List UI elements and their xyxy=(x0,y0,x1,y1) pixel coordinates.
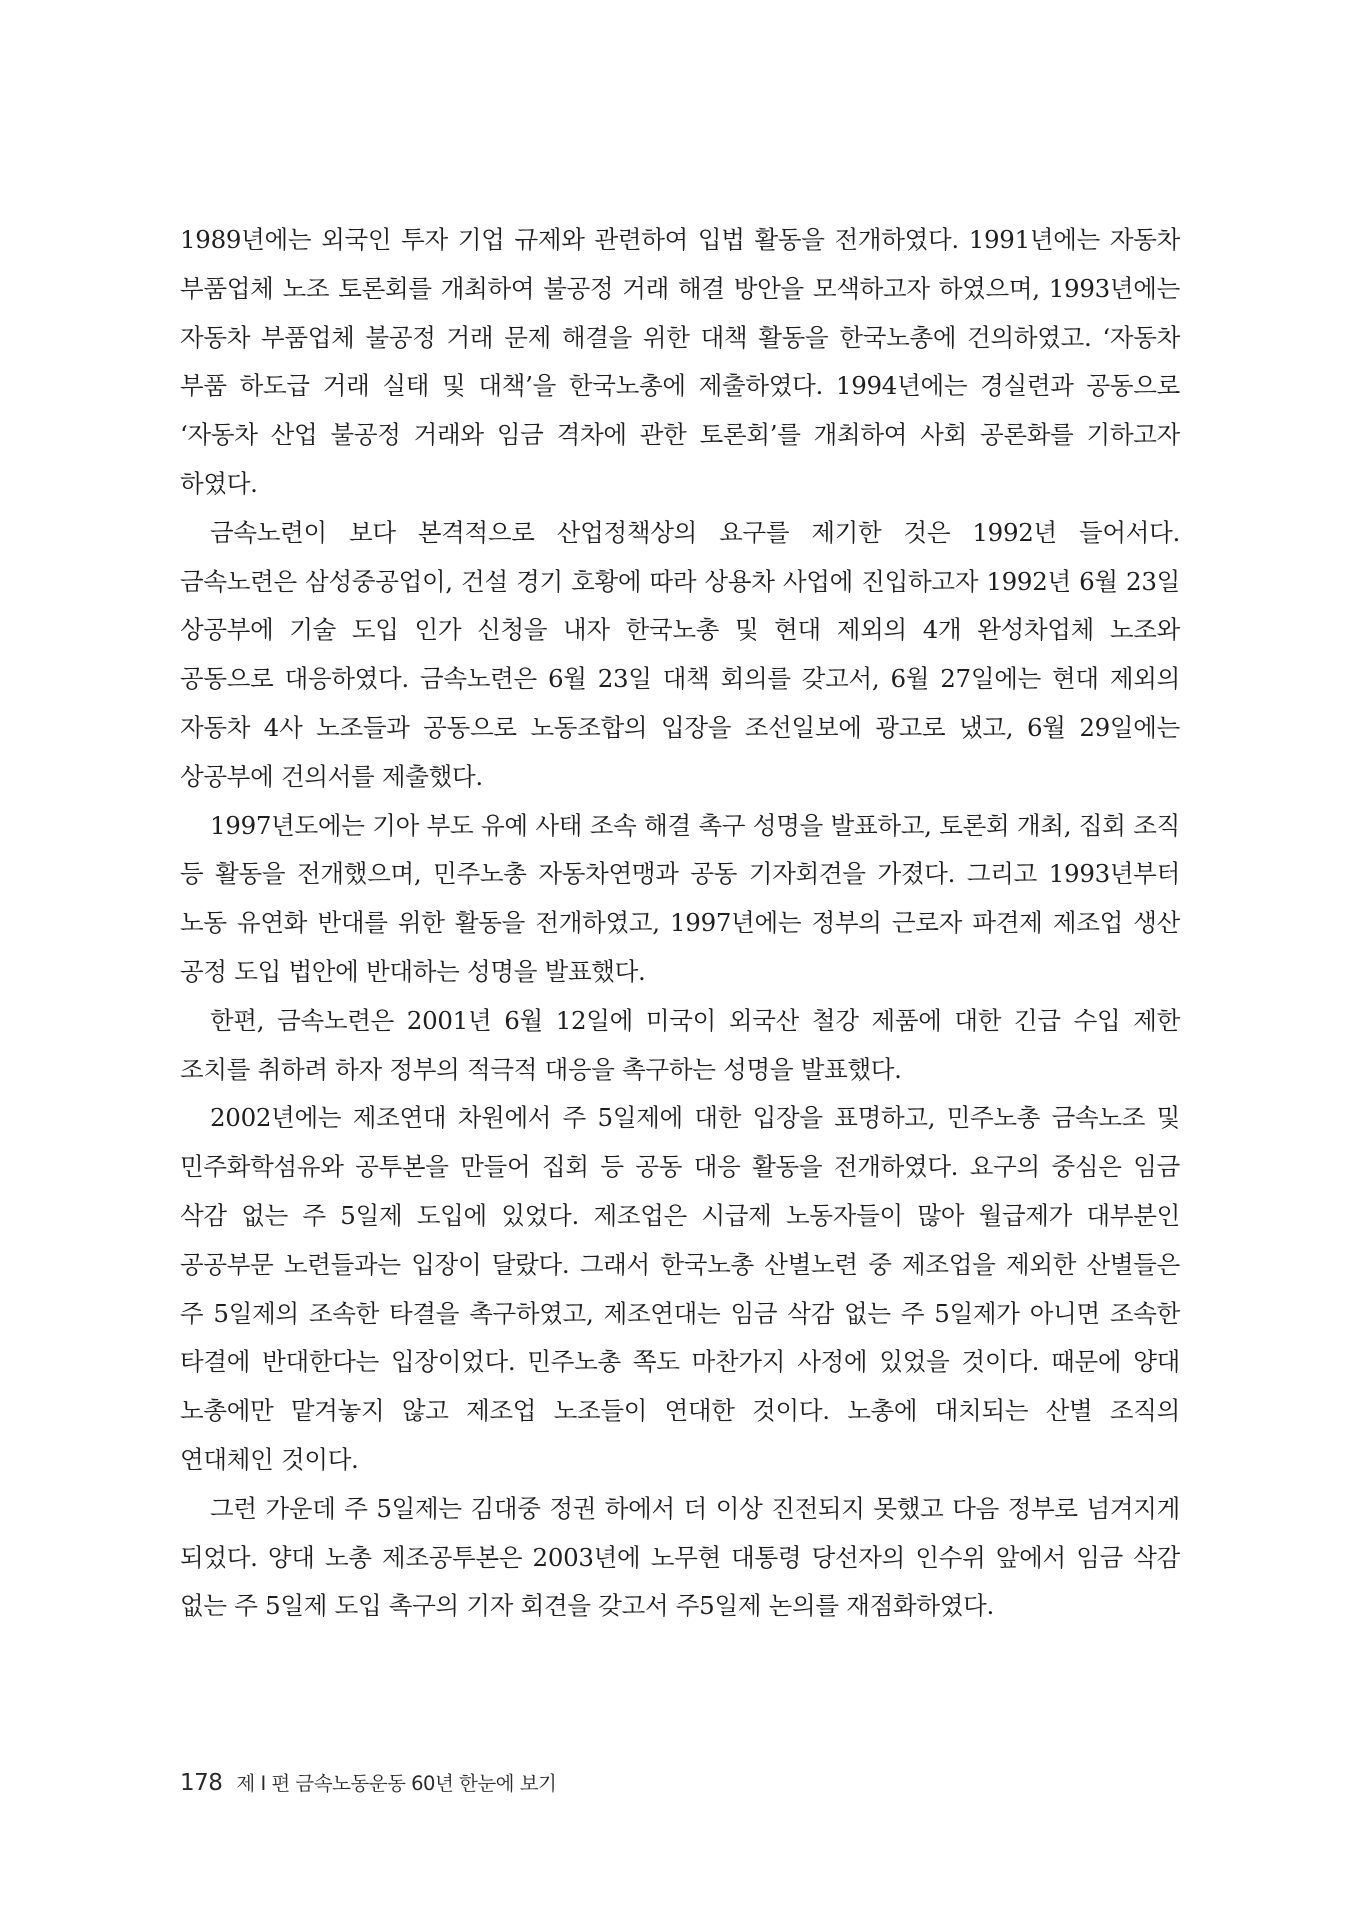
running-title: 제 I 편 금속노동운동 60년 한눈에 보기 xyxy=(236,1772,557,1795)
paragraph-2: 금속노련이 보다 본격적으로 산업정책상의 요구를 제기한 것은 1992년 들어서다. 금속노련은 삼성중공업이, 건설 경기 호황에 따라 상용차 사업에 진입하고자 1992년 6월 23일 상공부에 기술 도입 인가 신청을 내자 한국노총 및 현대 제외의 4개 완성차업체 노조와 공동으로 대응하였다. 금속노련은 6월 23일 대책 회의를 갖고서, 6월 27일에는 현대 제외의 자동차 4사 노조들과 공동으로 노동조합의 입장을 조선일보에 광고로 냈고, 6월 29일에는 상공부에 건의서를 제출했다. xyxy=(180,517,1180,791)
body-text xyxy=(180,216,1180,1631)
paragraph-5: 2002년에는 제조연대 차원에서 주 5일제에 대한 입장을 표명하고, 민주노총 금속노조 및 민주화학섬유와 공투본을 만들어 집회 등 공동 대응 활동을 전개하였다. 요구의 중심은 임금 삭감 없는 주 5일제 도입에 있었다. 제조업은 시급제 노동자들이 많아 월급제가 대부분인 공공부문 노련들과는 입장이 달랐다. 그래서 한국노총 산별노련 중 제조업을 제외한 산별들은 주 5일제의 조속한 타결을 촉구하였고, 제조연대는 임금 삭감 없는 주 5일제가 아니면 조속한 타결에 반대한다는 입장이었다. 민주노총 쪽도 마찬가지 사정에 있었을 것이다. 때문에 양대 노총에만 맡겨놓지 않고 제조업 노조들이 연대한 것이다. 노총에 대치되는 산별 조직의 연대체인 것이다. xyxy=(180,1103,1180,1474)
page-footer xyxy=(180,1768,556,1796)
paragraph-3: 1997년도에는 기아 부도 유예 사태 조속 해결 촉구 성명을 발표하고, 토론회 개최, 집회 조직 등 활동을 전개했으며, 민주노총 자동차연맹과 공동 기자회견을 가졌다. 그리고 1993년부터 노동 유연화 반대를 위한 활동을 전개하였고, 1997년에는 정부의 근로자 파견제 제조업 생산 공정 도입 법안에 반대하는 성명을 발표했다. xyxy=(180,810,1180,986)
page-number: 178 xyxy=(180,1770,223,1796)
paragraph-4: 한편, 금속노련은 2001년 6월 12일에 미국이 외국산 철강 제품에 대한 긴급 수입 제한 조치를 취하려 하자 정부의 적극적 대응을 촉구하는 성명을 발표했다. xyxy=(180,1005,1180,1084)
paragraph-1: 1989년에는 외국인 투자 기업 규제와 관련하여 입법 활동을 전개하였다. 1991년에는 자동차 부품업체 노조 토론회를 개최하여 불공정 거래 해결 방안을 모색하고자 하였으며, 1993년에는 자동차 부품업체 불공정 거래 문제 해결을 위한 대책 활동을 한국노총에 건의하였고. ‘자동차 부품 하도급 거래 실태 및 대책’을 한국노총에 제출하였다. 1994년에는 경실련과 공동으로 ‘자동차 산업 불공정 거래와 임금 격차에 관한 토론회’를 개최하여 사회 공론화를 기하고자 하였다. xyxy=(180,225,1180,498)
paragraph-6: 그런 가운데 주 5일제는 김대중 정권 하에서 더 이상 진전되지 못했고 다음 정부로 넘겨지게 되었다. 양대 노총 제조공투본은 2003년에 노무현 대통령 당선자의 인수위 앞에서 임금 삭감 없는 주 5일제 도입 촉구의 기자 회견을 갖고서 주5일제 논의를 재점화하였다. xyxy=(180,1493,1180,1621)
